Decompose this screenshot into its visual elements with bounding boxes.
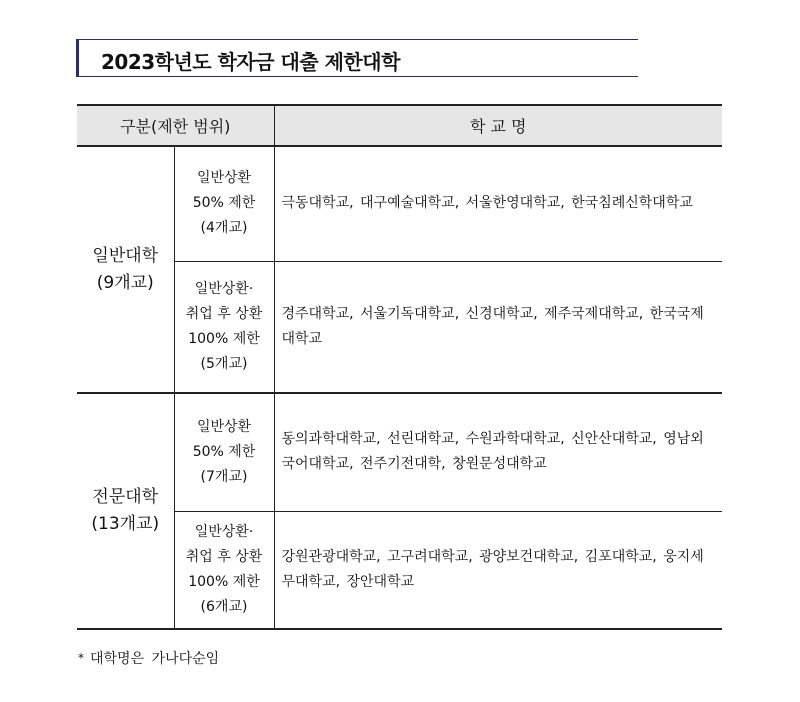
restriction-line: 100% 제한 bbox=[188, 330, 260, 347]
restriction-line: 일반상환 bbox=[196, 170, 252, 187]
restriction-line: 취업 후 상환 bbox=[185, 305, 263, 322]
restriction-line: (4개교) bbox=[200, 220, 248, 237]
restriction-line: 일반상환 bbox=[196, 418, 252, 435]
page-title: 2023학년도 학자금 대출 제한대학 bbox=[101, 50, 400, 74]
title-box bbox=[76, 39, 638, 77]
school-list: 동의과학대학교, 선린대학교, 수원과학대학교, 신안산대학교, 영남외국어대학교, 전주기전대학, 창원문성대학교 bbox=[274, 393, 722, 511]
restriction-line: 취업 후 상환 bbox=[185, 548, 263, 565]
table-row bbox=[77, 146, 722, 261]
restriction-line: 50% 제한 bbox=[192, 443, 256, 460]
restriction-line: (5개교) bbox=[200, 355, 248, 372]
restriction-line: 일반상환· bbox=[194, 523, 254, 540]
category-junior-college bbox=[77, 393, 174, 629]
restriction-line: (7개교) bbox=[200, 468, 248, 485]
table-row bbox=[77, 511, 722, 629]
category-name: 일반대학 bbox=[92, 245, 159, 266]
footnote-marker: * bbox=[78, 651, 84, 665]
footnote-text: 대학명은 가나다순임 bbox=[90, 651, 220, 667]
restricted-universities-table bbox=[77, 104, 722, 630]
school-list: 극동대학교, 대구예술대학교, 서울한영대학교, 한국침례신학대학교 bbox=[274, 146, 722, 261]
restriction-range bbox=[174, 261, 274, 393]
restriction-line: 50% 제한 bbox=[192, 195, 256, 212]
restriction-range bbox=[174, 393, 274, 511]
category-general-university bbox=[77, 146, 174, 393]
restriction-range bbox=[174, 146, 274, 261]
restriction-line: 일반상환· bbox=[194, 280, 254, 297]
school-list: 강원관광대학교, 고구려대학교, 광양보건대학교, 김포대학교, 웅지세무대학교, 장안대학교 bbox=[274, 511, 722, 629]
header-schools: 학 교 명 bbox=[274, 105, 722, 146]
category-name: 전문대학 bbox=[92, 487, 159, 507]
table-row bbox=[77, 261, 722, 393]
restriction-line: (6개교) bbox=[200, 598, 248, 615]
school-list: 경주대학교, 서울기독대학교, 신경대학교, 제주국제대학교, 한국국제대학교 bbox=[274, 261, 722, 393]
footnote bbox=[78, 648, 219, 668]
restriction-range bbox=[174, 511, 274, 629]
restriction-line: 100% 제한 bbox=[188, 573, 260, 590]
header-category: 구분(제한 범위) bbox=[77, 105, 274, 146]
table-row bbox=[77, 393, 722, 511]
category-count: (9개교) bbox=[96, 272, 154, 293]
table-header-row bbox=[77, 105, 722, 146]
category-count: (13개교) bbox=[91, 514, 160, 534]
